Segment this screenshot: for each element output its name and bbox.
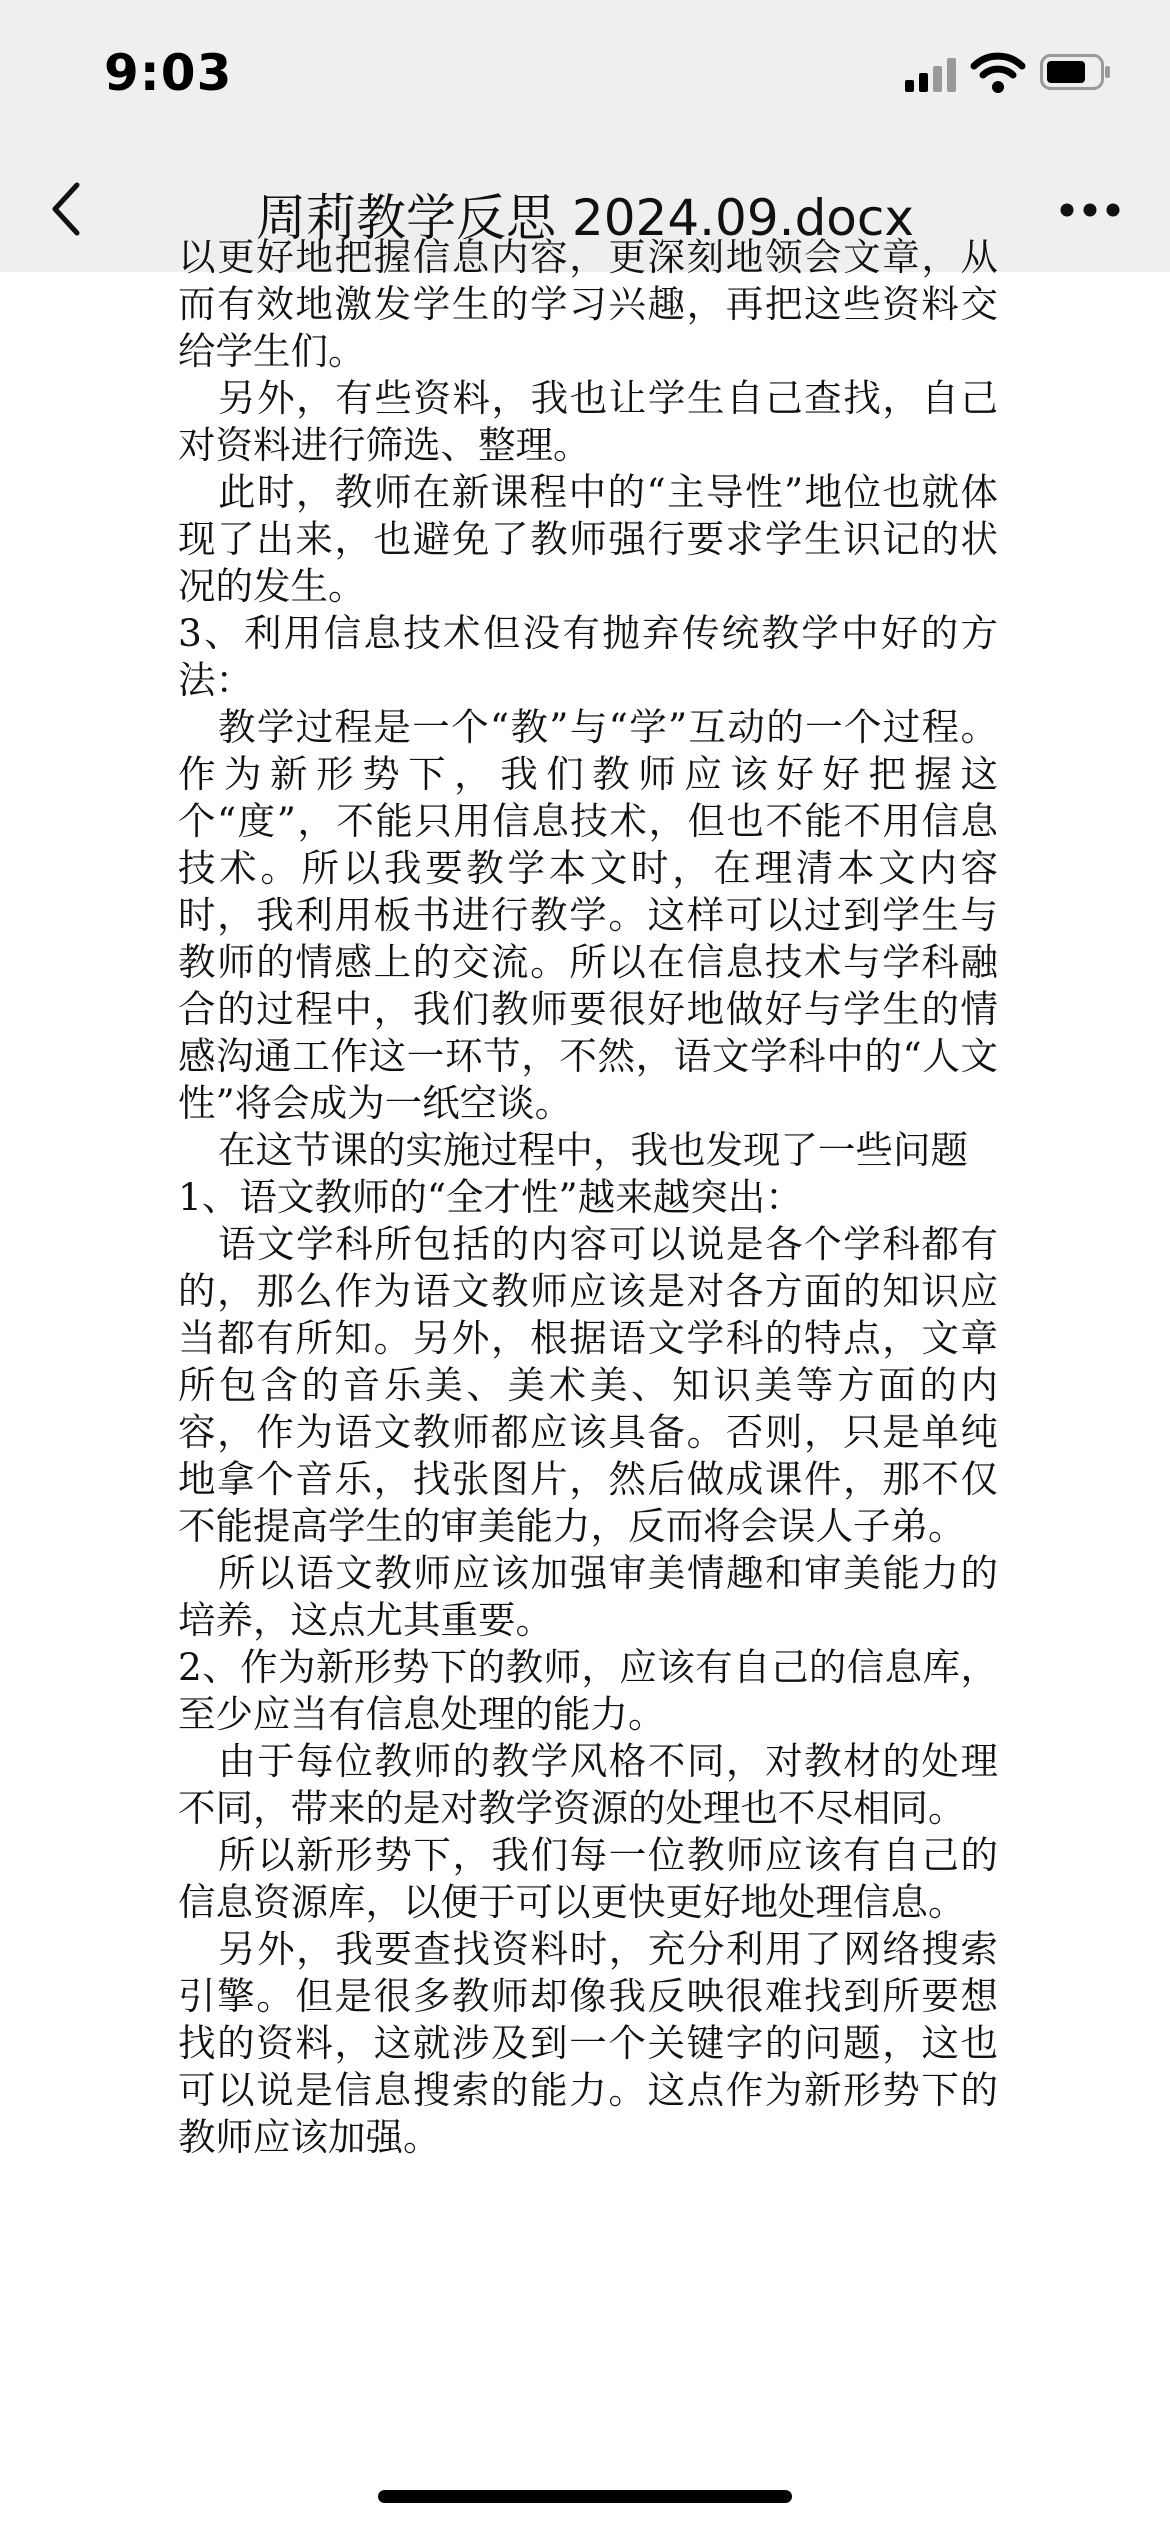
paragraph: 由于每位教师的教学风格不同，对教材的处理不同，带来的是对教学资源的处理也不尽相同。: [178, 1739, 998, 1830]
more-horizontal-icon: [1060, 203, 1120, 217]
paragraph: 所以新形势下，我们每一位教师应该有自己的信息资源库，以便于可以更快更好地处理信息。: [178, 1833, 998, 1924]
document-body: [178, 234, 998, 2161]
back-button[interactable]: [36, 174, 96, 244]
status-time: 9:03: [104, 44, 233, 102]
cellular-signal-icon: [905, 58, 959, 92]
paragraph: 另外，有些资料，我也让学生自己查找，自己对资料进行筛选、整理。: [178, 376, 998, 467]
status-bar: [0, 0, 1170, 150]
paragraph: 所以语文教师应该加强审美情趣和审美能力的培养，这点尤其重要。: [178, 1551, 998, 1642]
paragraph: 语文学科所包括的内容可以说是各个学科都有的，那么作为语文教师应该是对各方面的知识应当都有所知。另外，根据语文学科的特点，文章所包含的音乐美、美术美、知识美等方面的内容，作为语文教师都应该具备。否则，只是单纯地拿个音乐，找张图片，然后做成课件，那不仅不能提高学生的审美能力，反而将会误人子弟。: [178, 1222, 998, 1548]
home-indicator[interactable]: [378, 2490, 792, 2503]
more-options-button[interactable]: [1050, 180, 1130, 240]
paragraph: 1、语文教师的“全才性”越来越突出：: [178, 1175, 803, 1219]
paragraph: 教学过程是一个“教”与“学”互动的一个过程。作为新形势下，我们教师应该好好把握这个“度”，不能只用信息技术，但也不能不用信息技术。所以我要教学本文时，在理清本文内容时，我利用板书进行教学。这样可以过到学生与教师的情感上的交流。所以在信息技术与学科融合的过程中，我们教师要很好地做好与学生的情感沟通工作这一环节，不然，语文学科中的“人文性”将会成为一纸空谈。: [178, 705, 998, 1125]
paragraph: 另外，我要查找资料时，充分利用了网络搜索引擎。但是很多教师却像我反映很难找到所要想找的资料，这就涉及到一个关键字的问题，这也可以说是信息搜索的能力。这点作为新形势下的教师应该加强。: [178, 1927, 998, 2159]
paragraph: 2、作为新形势下的教师，应该有自己的信息库，至少应当有信息处理的能力。: [178, 1645, 998, 1736]
paragraph: 此时，教师在新课程中的“主导性”地位也就体现了出来，也避免了教师强行要求学生识记的状况的发生。: [178, 470, 998, 608]
paragraph: 在这节课的实施过程中，我也发现了一些问题: [218, 1128, 968, 1172]
chevron-left-icon: [50, 181, 82, 237]
wifi-icon: [970, 52, 1026, 94]
document-content[interactable]: [0, 235, 1170, 2502]
paragraph: 以更好地把握信息内容，更深刻地领会文章，从而有效地激发学生的学习兴趣，再把这些资料交给学生们。: [178, 235, 998, 373]
paragraph: 3、利用信息技术但没有抛弃传统教学中好的方法：: [178, 611, 998, 702]
document-title: 周莉教学反思 2024.09.docx: [256, 189, 914, 247]
battery-icon: [1040, 54, 1112, 90]
